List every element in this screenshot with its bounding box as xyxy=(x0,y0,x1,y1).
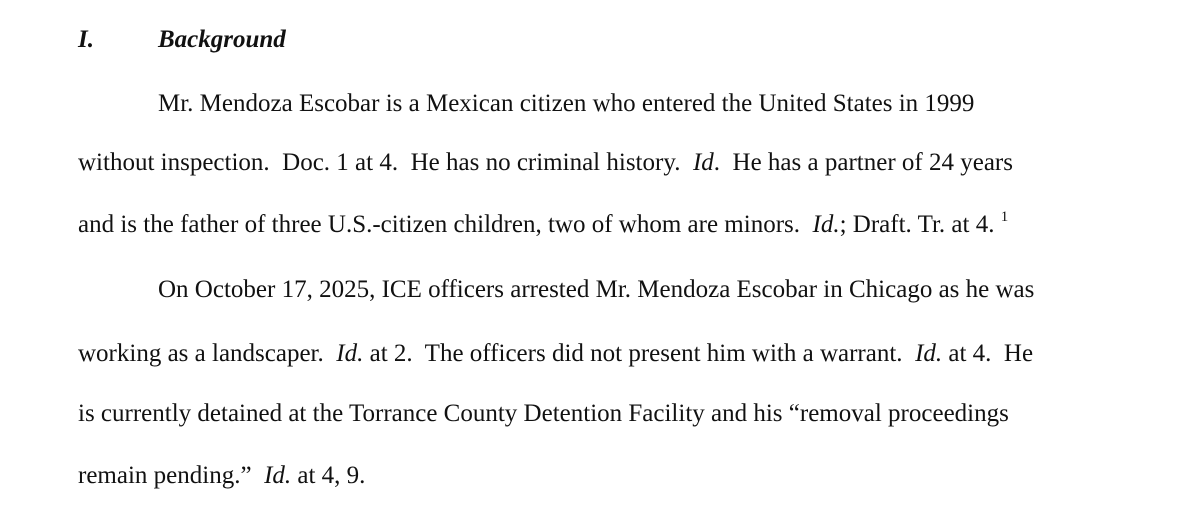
text-run: at 4. He xyxy=(942,340,1034,367)
text-run: Mr. Mendoza Escobar is a Mexican citizen who entered the United States in 1999 xyxy=(158,90,975,117)
paragraph-2-line-2 xyxy=(78,336,1033,372)
text-run: working as a landscaper. xyxy=(78,340,337,367)
citation-id: Id. xyxy=(915,340,943,367)
paragraph-2-line-4 xyxy=(78,458,365,494)
paragraph-1-line-3 xyxy=(78,207,1008,246)
section-number: I. xyxy=(78,26,94,53)
text-run: and is the father of three U.S.-citizen children, two of whom are minors. xyxy=(78,211,813,238)
paragraph-2-line-1 xyxy=(158,272,1034,308)
footnote-marker[interactable]: 1 xyxy=(1000,209,1009,225)
paragraph-2-line-3 xyxy=(78,396,1009,432)
text-run: without inspection. Doc. 1 at 4. He has no criminal history. xyxy=(78,149,693,176)
text-run: On October 17, 2025, ICE officers arrested Mr. Mendoza Escobar in Chicago as he was xyxy=(158,276,1035,303)
text-run: . He has a partner of 24 years xyxy=(713,149,1013,176)
citation-id: Id. xyxy=(264,462,292,489)
text-run: at 4, 9. xyxy=(291,462,366,489)
section-heading xyxy=(78,22,286,58)
paragraph-1-line-1 xyxy=(158,86,974,122)
citation-id: Id. xyxy=(812,211,840,238)
paragraph-1-line-2 xyxy=(78,145,1013,181)
text-run: is currently detained at the Torrance County Detention Facility and his “removal proceedings xyxy=(78,400,1009,427)
text-run: ; Draft. Tr. at 4. xyxy=(839,211,995,238)
section-title: Background xyxy=(158,26,286,53)
citation-id: Id xyxy=(692,149,714,176)
text-run: remain pending.” xyxy=(78,462,265,489)
citation-id: Id. xyxy=(336,340,364,367)
text-run: at 2. The officers did not present him with a warrant. xyxy=(363,340,916,367)
